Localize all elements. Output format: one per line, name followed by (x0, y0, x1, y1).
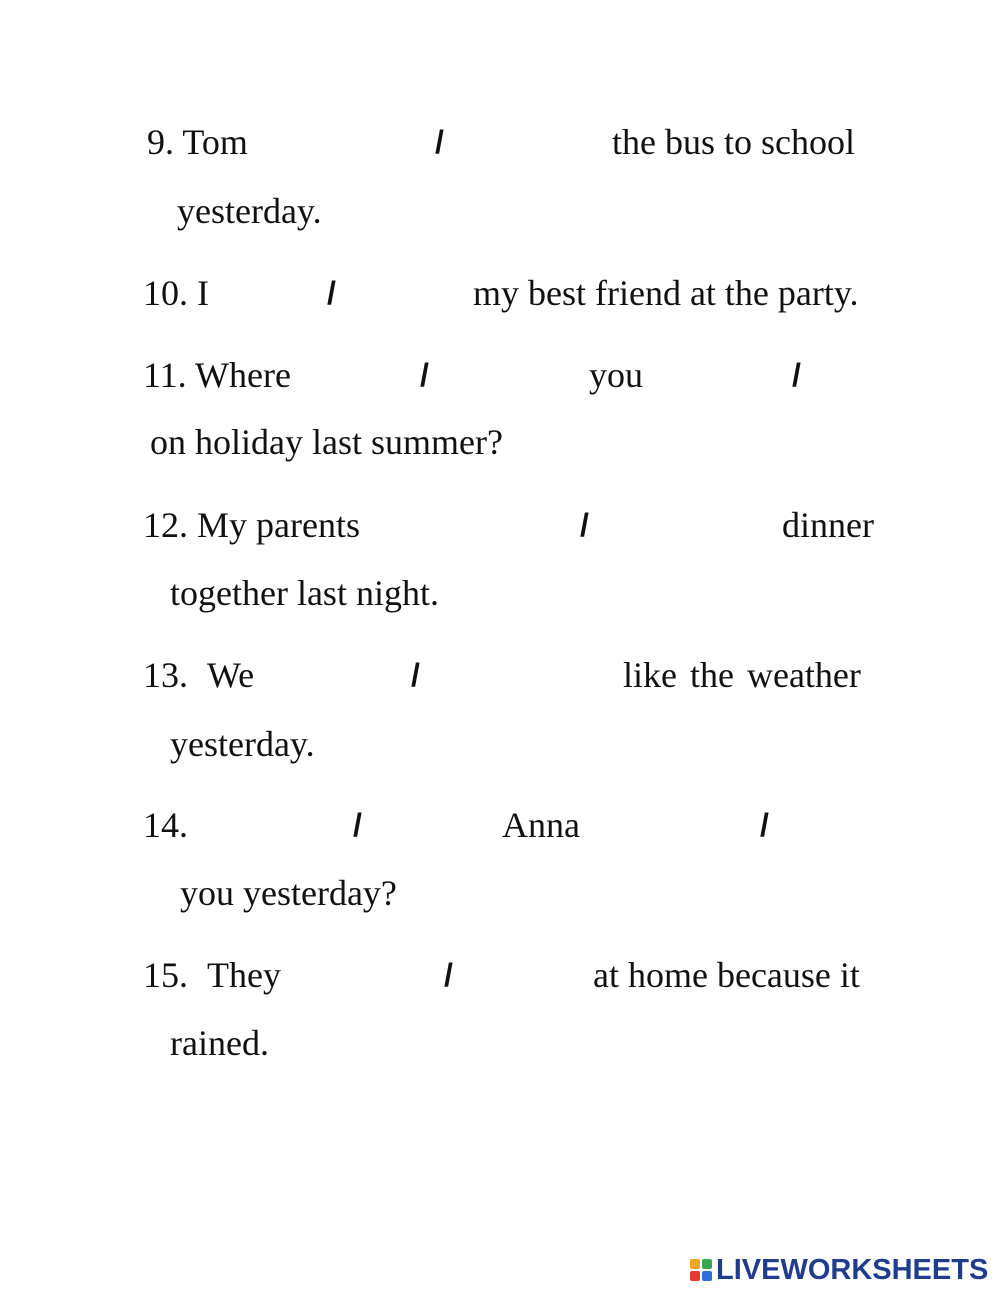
q9-text: the bus to school (612, 122, 855, 162)
q12-number-subject: 12. My parents (143, 505, 360, 545)
q13-number: 13. (143, 655, 188, 695)
q14-blank-slash-1: / (353, 807, 362, 843)
q9-line2: yesterday. (177, 191, 322, 231)
q9-blank-slash: / (435, 124, 444, 160)
logo-square-4 (702, 1271, 712, 1281)
q10-number-subject: 10. I (143, 273, 209, 313)
q13-line2: yesterday. (170, 724, 315, 764)
q14-line2: you yesterday? (180, 873, 397, 913)
q15-line2: rained. (170, 1023, 269, 1063)
liveworksheets-logo (690, 1253, 988, 1287)
q10-blank-slash: / (327, 275, 336, 311)
logo-square-2 (702, 1259, 712, 1269)
q10-text: my best friend at the party. (473, 273, 859, 313)
q13-blank-slash: / (411, 657, 420, 693)
q15-subject: They (207, 955, 281, 995)
q11-line2: on holiday last summer? (150, 422, 503, 462)
logo-square-3 (690, 1271, 700, 1281)
q11-blank-slash-2: / (792, 357, 801, 393)
q13-subject: We (207, 655, 255, 695)
logo-text: LIVEWORKSHEETS (716, 1254, 989, 1286)
q11-blank-slash-1: / (420, 357, 429, 393)
logo-mark-icon (690, 1259, 712, 1281)
q12-text: dinner (782, 505, 874, 545)
q14-middle: Anna (502, 805, 580, 845)
q13-text: like the weather (623, 655, 861, 695)
q12-blank-slash: / (580, 507, 589, 543)
q15-number: 15. (143, 955, 188, 995)
logo-square-1 (690, 1259, 700, 1269)
q11-middle: you (589, 355, 643, 395)
q15-text: at home because it (593, 955, 860, 995)
q11-number-subject: 11. Where (143, 355, 291, 395)
q15-blank-slash: / (444, 957, 453, 993)
q14-blank-slash-2: / (760, 807, 769, 843)
q14-number: 14. (143, 805, 188, 845)
q12-line2: together last night. (170, 573, 439, 613)
q9-number-subject: 9. Tom (147, 122, 248, 162)
